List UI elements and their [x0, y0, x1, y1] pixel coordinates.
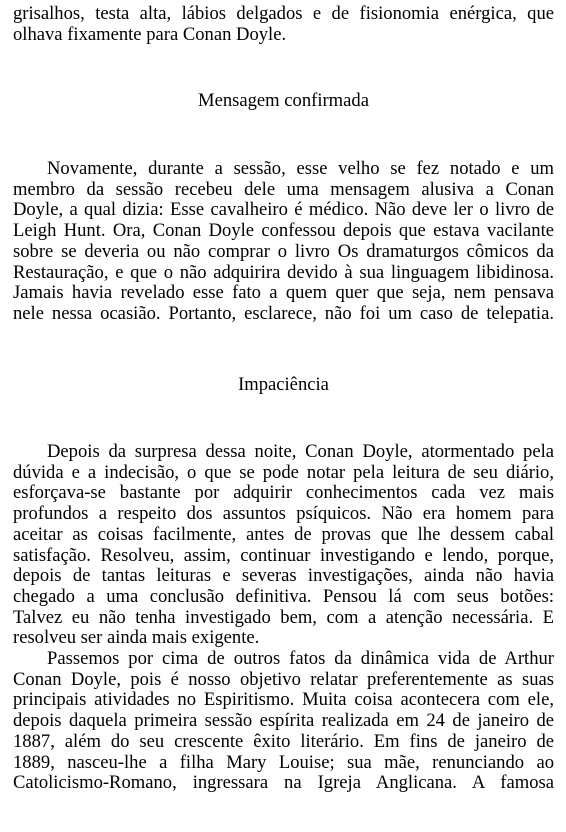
text-line: grisalhos, testa alta, lábios delgados e de fisionomia enérgica, que — [13, 3, 554, 24]
text-line: Leigh Hunt. Ora, Conan Doyle confessou depois que estava vacilante — [13, 220, 554, 242]
text-line: depois de tantas leituras e severas investigações, ainda não havia — [13, 565, 554, 587]
text-line: nele nessa ocasião. Portanto, esclarece, não foi um caso de telepatia. — [13, 302, 554, 324]
text-line: profundos a respeito dos assuntos psíquicos. Não era homem para — [13, 503, 554, 525]
text-line: sobre se deveria ou não comprar o livro Os dramaturgos cômicos da — [13, 240, 554, 262]
section-heading-impaciencia: Impaciência — [238, 374, 329, 395]
text-line: principais atividades no Espiritismo. Muita coisa acontecera com ele, — [13, 689, 554, 711]
paragraph-passemos — [13, 649, 554, 794]
text-line: aceitar as coisas facilmente, antes de provas que lhe dessem cabal — [13, 523, 554, 545]
paragraph-impaciencia — [13, 442, 554, 649]
paragraph-top-fragment — [13, 4, 554, 45]
text-line: Jamais havia revelado esse fato a quem quer que seja, nem pensava — [13, 282, 554, 304]
text-line: chegado a uma conclusão definitiva. Pensou lá com seus botões: — [13, 585, 554, 607]
text-line: depois daquela primeira sessão espírita realizada em 24 de janeiro de — [13, 710, 554, 732]
paragraph-mensagem — [13, 159, 554, 325]
text-line: Novamente, durante a sessão, esse velho se fez notado e um — [47, 158, 554, 179]
text-line: 1887, além do seu crescente êxito literário. Em fins de janeiro de — [13, 730, 554, 752]
text-line: Passemos por cima de outros fatos da dinâmica vida de Arthur — [47, 648, 554, 669]
text-line: satisfação. Resolveu, assim, continuar investigando e lendo, porque, — [13, 544, 554, 566]
text-line: Restauração, e que o não adquirira devido à sua linguagem libidinosa. — [13, 261, 554, 283]
text-line: Doyle, a qual dizia: Esse cavalheiro é médico. Não deve ler o livro de — [13, 199, 554, 221]
text-line: Depois da surpresa dessa noite, Conan Doyle, atormentado pela — [47, 441, 554, 462]
text-line: esforçava-se bastante por adquirir conhecimentos cada vez mais — [13, 482, 554, 504]
section-heading-mensagem-confirmada: Mensagem confirmada — [198, 90, 369, 111]
text-line: 1889, nasceu-lhe a filha Mary Louise; sua mãe, renunciando ao — [13, 751, 554, 773]
text-line: dúvida e a indecisão, o que se pode notar pela leitura de seu diário, — [13, 461, 554, 483]
text-line: Talvez eu não tenha investigado bem, com a atenção necessária. E — [13, 606, 554, 628]
text-line: resolveu ser ainda mais exigente. — [13, 627, 260, 649]
text-line: membro da sessão recebeu dele uma mensagem alusiva a Conan — [13, 178, 554, 200]
text-line: olhava fixamente para Conan Doyle. — [13, 23, 287, 45]
text-line: Catolicismo-Romano, ingressara na Igreja Anglicana. A famosa — [13, 772, 554, 794]
text-line: Conan Doyle, pois é nosso objetivo relatar preferentemente as suas — [13, 668, 554, 690]
